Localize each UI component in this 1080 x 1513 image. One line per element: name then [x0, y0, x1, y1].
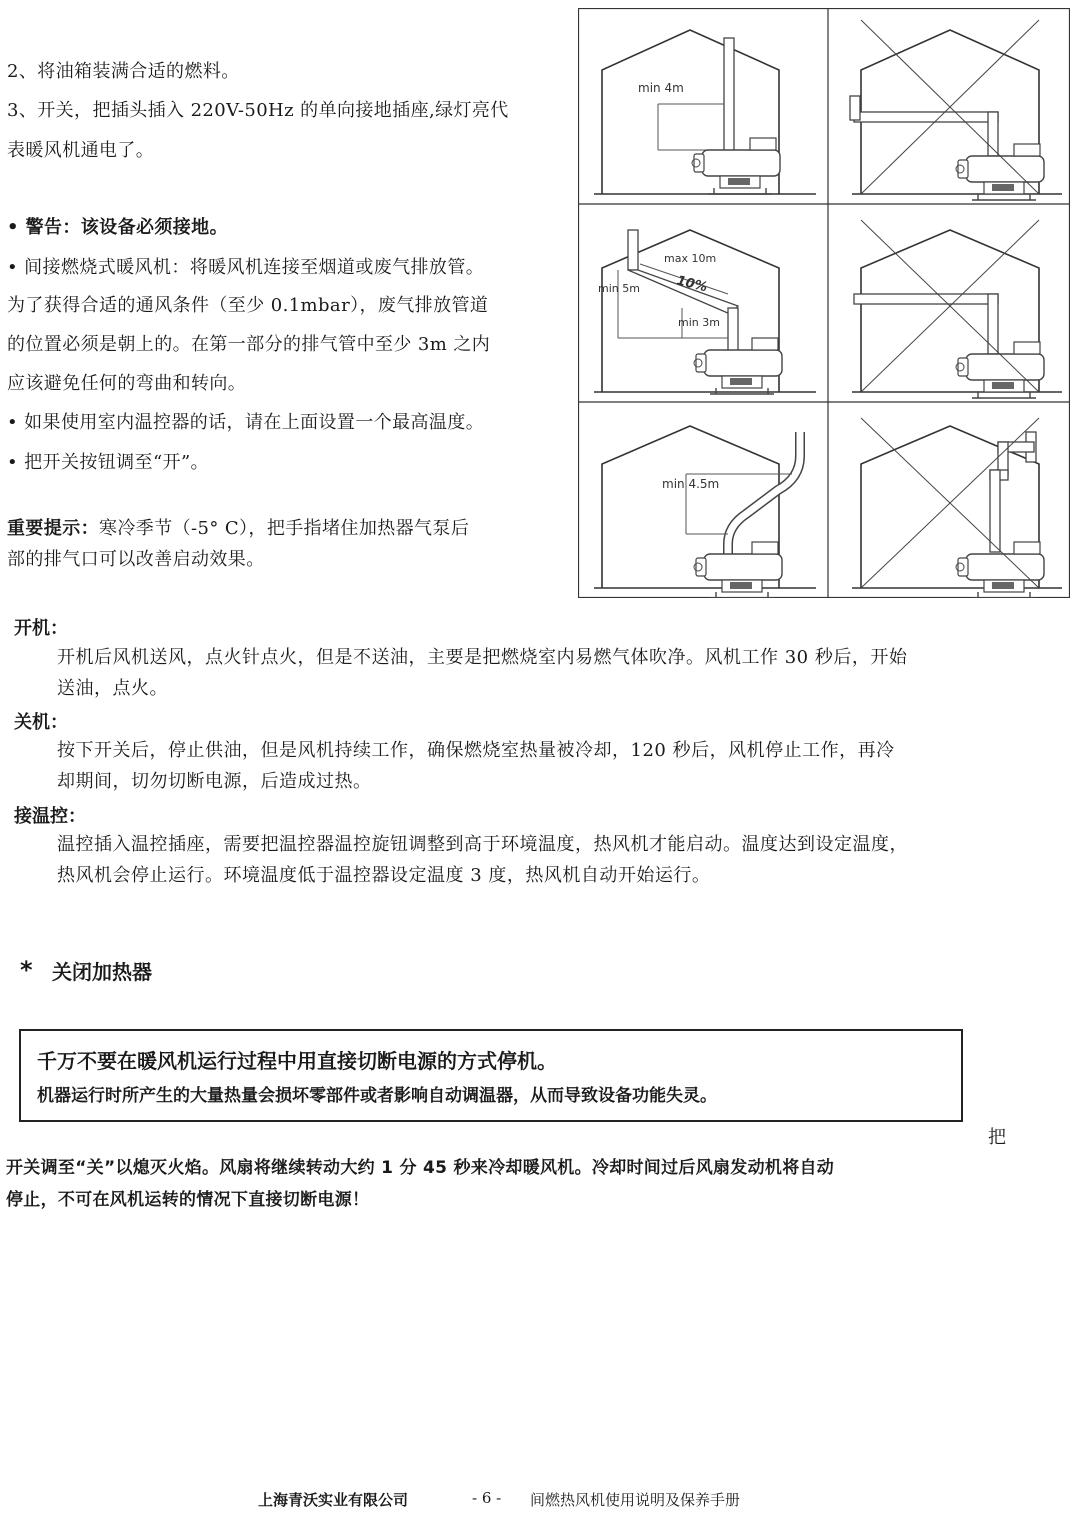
shutdown-heading: 关机： — [14, 712, 68, 733]
label-min-5m: min 5m — [598, 282, 640, 295]
footer-company: 上海青沃实业有限公司 — [258, 1491, 409, 1509]
footer-manual-title: 间燃热风机使用说明及保养手册 — [530, 1491, 741, 1509]
thermostat-line-1: 温控插入温控插座，需要把温控器温控旋钮调整到高于环境温度，热风机才能启动。温度达到设定温度， — [57, 834, 908, 855]
indirect-heater-line-2: 为了获得合适的通风条件（至少 0.1mbar），废气排放管道 — [7, 295, 489, 316]
label-min-3m: min 3m — [678, 316, 720, 329]
shutdown-line-1: 按下开关后，停止供油，但是风机持续工作，确保燃烧室热量被冷却，120 秒后，风机停止工作，再冷 — [57, 740, 895, 761]
close-heater-title: 关闭加热器 — [52, 960, 152, 984]
label-min-4m: min 4m — [638, 81, 684, 95]
star-marker: * — [20, 956, 33, 984]
warning-box-line-2: 机器运行时所产生的大量热量会损坏零部件或者影响自动调温器，从而导致设备功能失灵。 — [37, 1086, 717, 1106]
close-heater-line-2: 停止，不可在风机运转的情况下直接切断电源！ — [6, 1190, 370, 1210]
close-heater-line-1: 开关调至“关”以熄灭火焰。风扇将继续转动大约 1 分 45 秒来冷却暖风机。冷却时间过后风扇发动机将自动 — [6, 1158, 835, 1178]
important-tip-label: 重要提示： — [7, 518, 99, 539]
grounding-warning: • 警告：该设备必须接地。 — [7, 217, 228, 238]
indirect-heater-line-1: • 间接燃烧式暖风机：将暖风机连接至烟道或废气排放管。 — [7, 257, 485, 278]
step-3-line-1: 3、开关，把插头插入 220V-50Hz 的单向接地插座,绿灯亮代 — [7, 100, 509, 121]
label-max-10m: max 10m — [664, 252, 717, 265]
important-tip-text: 寒冷季节（-5° C），把手指堵住加热器气泵后 — [99, 518, 470, 539]
footer-page-number: - 6 - — [472, 1489, 502, 1507]
warning-box — [19, 1029, 963, 1122]
warning-box-line-1: 千万不要在暖风机运行过程中用直接切断电源的方式停机。 — [37, 1049, 557, 1073]
after-box-char: 把 — [988, 1127, 1006, 1148]
label-min-4-5m: min 4.5m — [662, 477, 720, 491]
thermostat-heading: 接温控： — [14, 806, 86, 827]
switch-note: • 把开关按钮调至“开”。 — [7, 452, 209, 473]
step-3-line-2: 表暖风机通电了。 — [7, 140, 155, 161]
important-tip-line-1 — [7, 518, 469, 540]
installation-diagram — [578, 8, 1070, 598]
startup-heading: 开机： — [14, 618, 68, 639]
indirect-heater-line-4: 应该避免任何的弯曲和转向。 — [7, 373, 247, 394]
startup-line-1: 开机后风机送风，点火针点火，但是不送油，主要是把燃烧室内易燃气体吹净。风机工作 30 秒后，开始 — [57, 647, 908, 668]
thermostat-line-2: 热风机会停止运行。环境温度低于温控器设定温度 3 度，热风机自动开始运行。 — [57, 865, 711, 886]
important-tip-line-2: 部的排气口可以改善启动效果。 — [7, 549, 265, 570]
thermostat-note: • 如果使用室内温控器的话，请在上面设置一个最高温度。 — [7, 412, 485, 433]
indirect-heater-line-3: 的位置必须是朝上的。在第一部分的排气管中至少 3m 之内 — [7, 334, 491, 355]
shutdown-line-2: 却期间，切勿切断电源，后造成过热。 — [57, 771, 372, 792]
startup-line-2: 送油，点火。 — [57, 678, 168, 699]
label-10-percent: 10% — [675, 273, 709, 296]
step-2: 2、将油箱装满合适的燃料。 — [7, 61, 240, 82]
